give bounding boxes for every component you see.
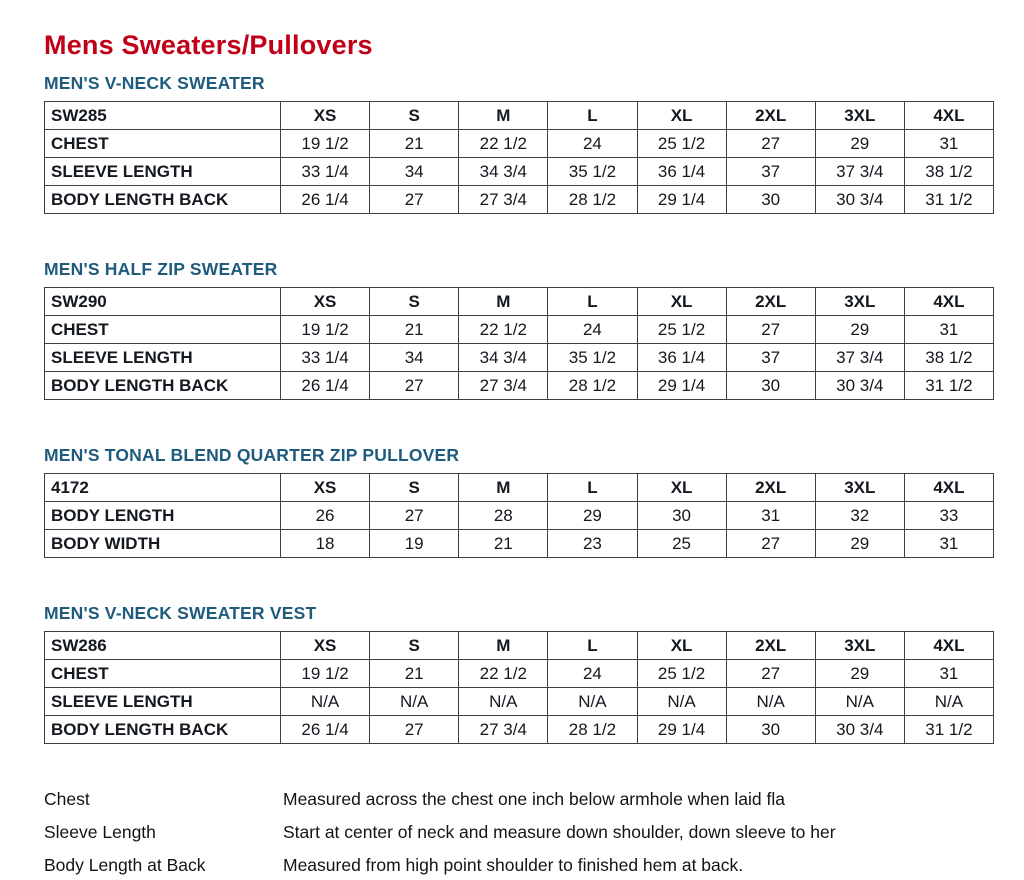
- size-header-cell: 3XL: [815, 632, 904, 660]
- size-header-cell: L: [548, 632, 637, 660]
- size-header-cell: L: [548, 474, 637, 502]
- table-row: [45, 716, 994, 744]
- size-header-cell: 3XL: [815, 288, 904, 316]
- value-cell: 27: [726, 530, 815, 558]
- size-header-cell: M: [459, 474, 548, 502]
- value-cell: 32: [815, 502, 904, 530]
- value-cell: 26 1/4: [281, 372, 370, 400]
- value-cell: 36 1/4: [637, 344, 726, 372]
- value-cell: 30: [726, 372, 815, 400]
- table-row: [45, 660, 994, 688]
- table-row: [45, 530, 994, 558]
- value-cell: 34 3/4: [459, 158, 548, 186]
- value-cell: N/A: [726, 688, 815, 716]
- size-chart-table: [44, 287, 994, 400]
- section-heading: MEN'S V-NECK SWEATER: [44, 73, 265, 93]
- measurement-label-cell: BODY LENGTH: [45, 502, 281, 530]
- size-header-cell: 4XL: [904, 288, 993, 316]
- value-cell: 19 1/2: [281, 316, 370, 344]
- table-row: [45, 344, 994, 372]
- size-header-cell: 4XL: [904, 632, 993, 660]
- size-header-cell: XL: [637, 632, 726, 660]
- value-cell: N/A: [281, 688, 370, 716]
- value-cell: 22 1/2: [459, 660, 548, 688]
- size-chart-section: [44, 445, 990, 558]
- table-header-row: [45, 474, 994, 502]
- value-cell: 27: [370, 716, 459, 744]
- value-cell: 29: [548, 502, 637, 530]
- value-cell: 25 1/2: [637, 660, 726, 688]
- size-header-cell: XS: [281, 102, 370, 130]
- value-cell: 22 1/2: [459, 130, 548, 158]
- value-cell: 26 1/4: [281, 716, 370, 744]
- value-cell: 21: [459, 530, 548, 558]
- measurement-label-cell: CHEST: [45, 130, 281, 158]
- section-heading: MEN'S V-NECK SWEATER VEST: [44, 603, 317, 623]
- value-cell: 31: [904, 660, 993, 688]
- value-cell: 37: [726, 158, 815, 186]
- size-header-cell: M: [459, 102, 548, 130]
- value-cell: 24: [548, 660, 637, 688]
- value-cell: 27: [726, 660, 815, 688]
- model-number-cell: SW286: [45, 632, 281, 660]
- value-cell: 30 3/4: [815, 716, 904, 744]
- value-cell: 21: [370, 316, 459, 344]
- value-cell: 21: [370, 660, 459, 688]
- size-chart-section: [44, 603, 990, 744]
- size-header-cell: XL: [637, 474, 726, 502]
- size-chart-section: [44, 73, 990, 214]
- size-header-cell: M: [459, 288, 548, 316]
- value-cell: 19 1/2: [281, 660, 370, 688]
- value-cell: 37: [726, 344, 815, 372]
- measurement-label-cell: BODY LENGTH BACK: [45, 372, 281, 400]
- definition-row: [44, 789, 990, 810]
- measurement-label-cell: CHEST: [45, 316, 281, 344]
- measurement-label-cell: BODY WIDTH: [45, 530, 281, 558]
- model-number-cell: 4172: [45, 474, 281, 502]
- value-cell: 31: [904, 316, 993, 344]
- model-number-cell: SW290: [45, 288, 281, 316]
- measurement-label-cell: SLEEVE LENGTH: [45, 688, 281, 716]
- measurement-label-cell: SLEEVE LENGTH: [45, 344, 281, 372]
- measurement-label-cell: BODY LENGTH BACK: [45, 716, 281, 744]
- value-cell: 31: [726, 502, 815, 530]
- value-cell: 31 1/2: [904, 716, 993, 744]
- value-cell: 27 3/4: [459, 372, 548, 400]
- table-row: [45, 372, 994, 400]
- definition-row: [44, 855, 990, 876]
- value-cell: N/A: [637, 688, 726, 716]
- value-cell: 28 1/2: [548, 372, 637, 400]
- size-header-cell: 4XL: [904, 102, 993, 130]
- value-cell: 30: [726, 186, 815, 214]
- size-header-cell: XL: [637, 288, 726, 316]
- definition-text: Start at center of neck and measure down shoulder, down sleeve to her: [283, 822, 836, 842]
- definition-term: Sleeve Length: [44, 822, 156, 842]
- definition-row: [44, 822, 990, 843]
- value-cell: 31: [904, 530, 993, 558]
- value-cell: N/A: [548, 688, 637, 716]
- table-row: [45, 158, 994, 186]
- table-row: [45, 688, 994, 716]
- size-header-cell: XS: [281, 288, 370, 316]
- size-header-cell: S: [370, 102, 459, 130]
- measurement-label-cell: SLEEVE LENGTH: [45, 158, 281, 186]
- value-cell: 26: [281, 502, 370, 530]
- size-header-cell: XS: [281, 474, 370, 502]
- value-cell: 27: [726, 316, 815, 344]
- table-header-row: [45, 632, 994, 660]
- value-cell: 34: [370, 344, 459, 372]
- table-header-row: [45, 102, 994, 130]
- value-cell: N/A: [370, 688, 459, 716]
- value-cell: 30: [637, 502, 726, 530]
- value-cell: 30 3/4: [815, 186, 904, 214]
- value-cell: 31: [904, 130, 993, 158]
- size-header-cell: L: [548, 288, 637, 316]
- value-cell: 25 1/2: [637, 130, 726, 158]
- size-header-cell: 3XL: [815, 102, 904, 130]
- value-cell: 25 1/2: [637, 316, 726, 344]
- size-chart-table: [44, 631, 994, 744]
- tables-container: [44, 73, 990, 744]
- size-header-cell: 2XL: [726, 474, 815, 502]
- value-cell: 18: [281, 530, 370, 558]
- value-cell: 34 3/4: [459, 344, 548, 372]
- table-row: [45, 502, 994, 530]
- measurement-label-cell: CHEST: [45, 660, 281, 688]
- size-header-cell: S: [370, 632, 459, 660]
- value-cell: 27: [370, 372, 459, 400]
- size-header-cell: 2XL: [726, 632, 815, 660]
- value-cell: 19: [370, 530, 459, 558]
- size-header-cell: XL: [637, 102, 726, 130]
- value-cell: 37 3/4: [815, 158, 904, 186]
- size-chart-table: [44, 473, 994, 558]
- measurement-label-cell: BODY LENGTH BACK: [45, 186, 281, 214]
- definition-text: Measured from high point shoulder to finished hem at back.: [283, 855, 744, 875]
- value-cell: 21: [370, 130, 459, 158]
- value-cell: 38 1/2: [904, 344, 993, 372]
- value-cell: 24: [548, 130, 637, 158]
- value-cell: 27 3/4: [459, 716, 548, 744]
- value-cell: 35 1/2: [548, 158, 637, 186]
- table-row: [45, 186, 994, 214]
- value-cell: 29: [815, 660, 904, 688]
- size-header-cell: 4XL: [904, 474, 993, 502]
- page-title: Mens Sweaters/Pullovers: [44, 30, 373, 60]
- size-header-cell: L: [548, 102, 637, 130]
- value-cell: 28 1/2: [548, 186, 637, 214]
- value-cell: 25: [637, 530, 726, 558]
- value-cell: 27 3/4: [459, 186, 548, 214]
- value-cell: 29 1/4: [637, 372, 726, 400]
- definition-text: Measured across the chest one inch below armhole when laid fla: [283, 789, 785, 809]
- value-cell: 27: [726, 130, 815, 158]
- value-cell: N/A: [459, 688, 548, 716]
- value-cell: 24: [548, 316, 637, 344]
- value-cell: 31 1/2: [904, 372, 993, 400]
- value-cell: 37 3/4: [815, 344, 904, 372]
- size-header-cell: 2XL: [726, 102, 815, 130]
- value-cell: 27: [370, 186, 459, 214]
- value-cell: 22 1/2: [459, 316, 548, 344]
- value-cell: 33 1/4: [281, 344, 370, 372]
- value-cell: 33 1/4: [281, 158, 370, 186]
- size-header-cell: 3XL: [815, 474, 904, 502]
- value-cell: 29: [815, 316, 904, 344]
- value-cell: 26 1/4: [281, 186, 370, 214]
- size-chart-section: [44, 259, 990, 400]
- size-header-cell: M: [459, 632, 548, 660]
- value-cell: 36 1/4: [637, 158, 726, 186]
- value-cell: 28 1/2: [548, 716, 637, 744]
- value-cell: 38 1/2: [904, 158, 993, 186]
- size-header-cell: S: [370, 288, 459, 316]
- size-header-cell: XS: [281, 632, 370, 660]
- definition-term: Body Length at Back: [44, 855, 206, 875]
- model-number-cell: SW285: [45, 102, 281, 130]
- value-cell: 27: [370, 502, 459, 530]
- value-cell: 30: [726, 716, 815, 744]
- value-cell: 29: [815, 130, 904, 158]
- value-cell: N/A: [904, 688, 993, 716]
- section-heading: MEN'S HALF ZIP SWEATER: [44, 259, 278, 279]
- value-cell: 34: [370, 158, 459, 186]
- value-cell: 28: [459, 502, 548, 530]
- value-cell: 23: [548, 530, 637, 558]
- value-cell: 29 1/4: [637, 186, 726, 214]
- definitions: [44, 789, 990, 876]
- size-header-cell: S: [370, 474, 459, 502]
- size-chart-table: [44, 101, 994, 214]
- value-cell: 35 1/2: [548, 344, 637, 372]
- value-cell: 19 1/2: [281, 130, 370, 158]
- table-header-row: [45, 288, 994, 316]
- definition-term: Chest: [44, 789, 90, 809]
- value-cell: 31 1/2: [904, 186, 993, 214]
- table-row: [45, 130, 994, 158]
- section-heading: MEN'S TONAL BLEND QUARTER ZIP PULLOVER: [44, 445, 460, 465]
- size-header-cell: 2XL: [726, 288, 815, 316]
- value-cell: N/A: [815, 688, 904, 716]
- value-cell: 29 1/4: [637, 716, 726, 744]
- value-cell: 29: [815, 530, 904, 558]
- value-cell: 33: [904, 502, 993, 530]
- table-row: [45, 316, 994, 344]
- value-cell: 30 3/4: [815, 372, 904, 400]
